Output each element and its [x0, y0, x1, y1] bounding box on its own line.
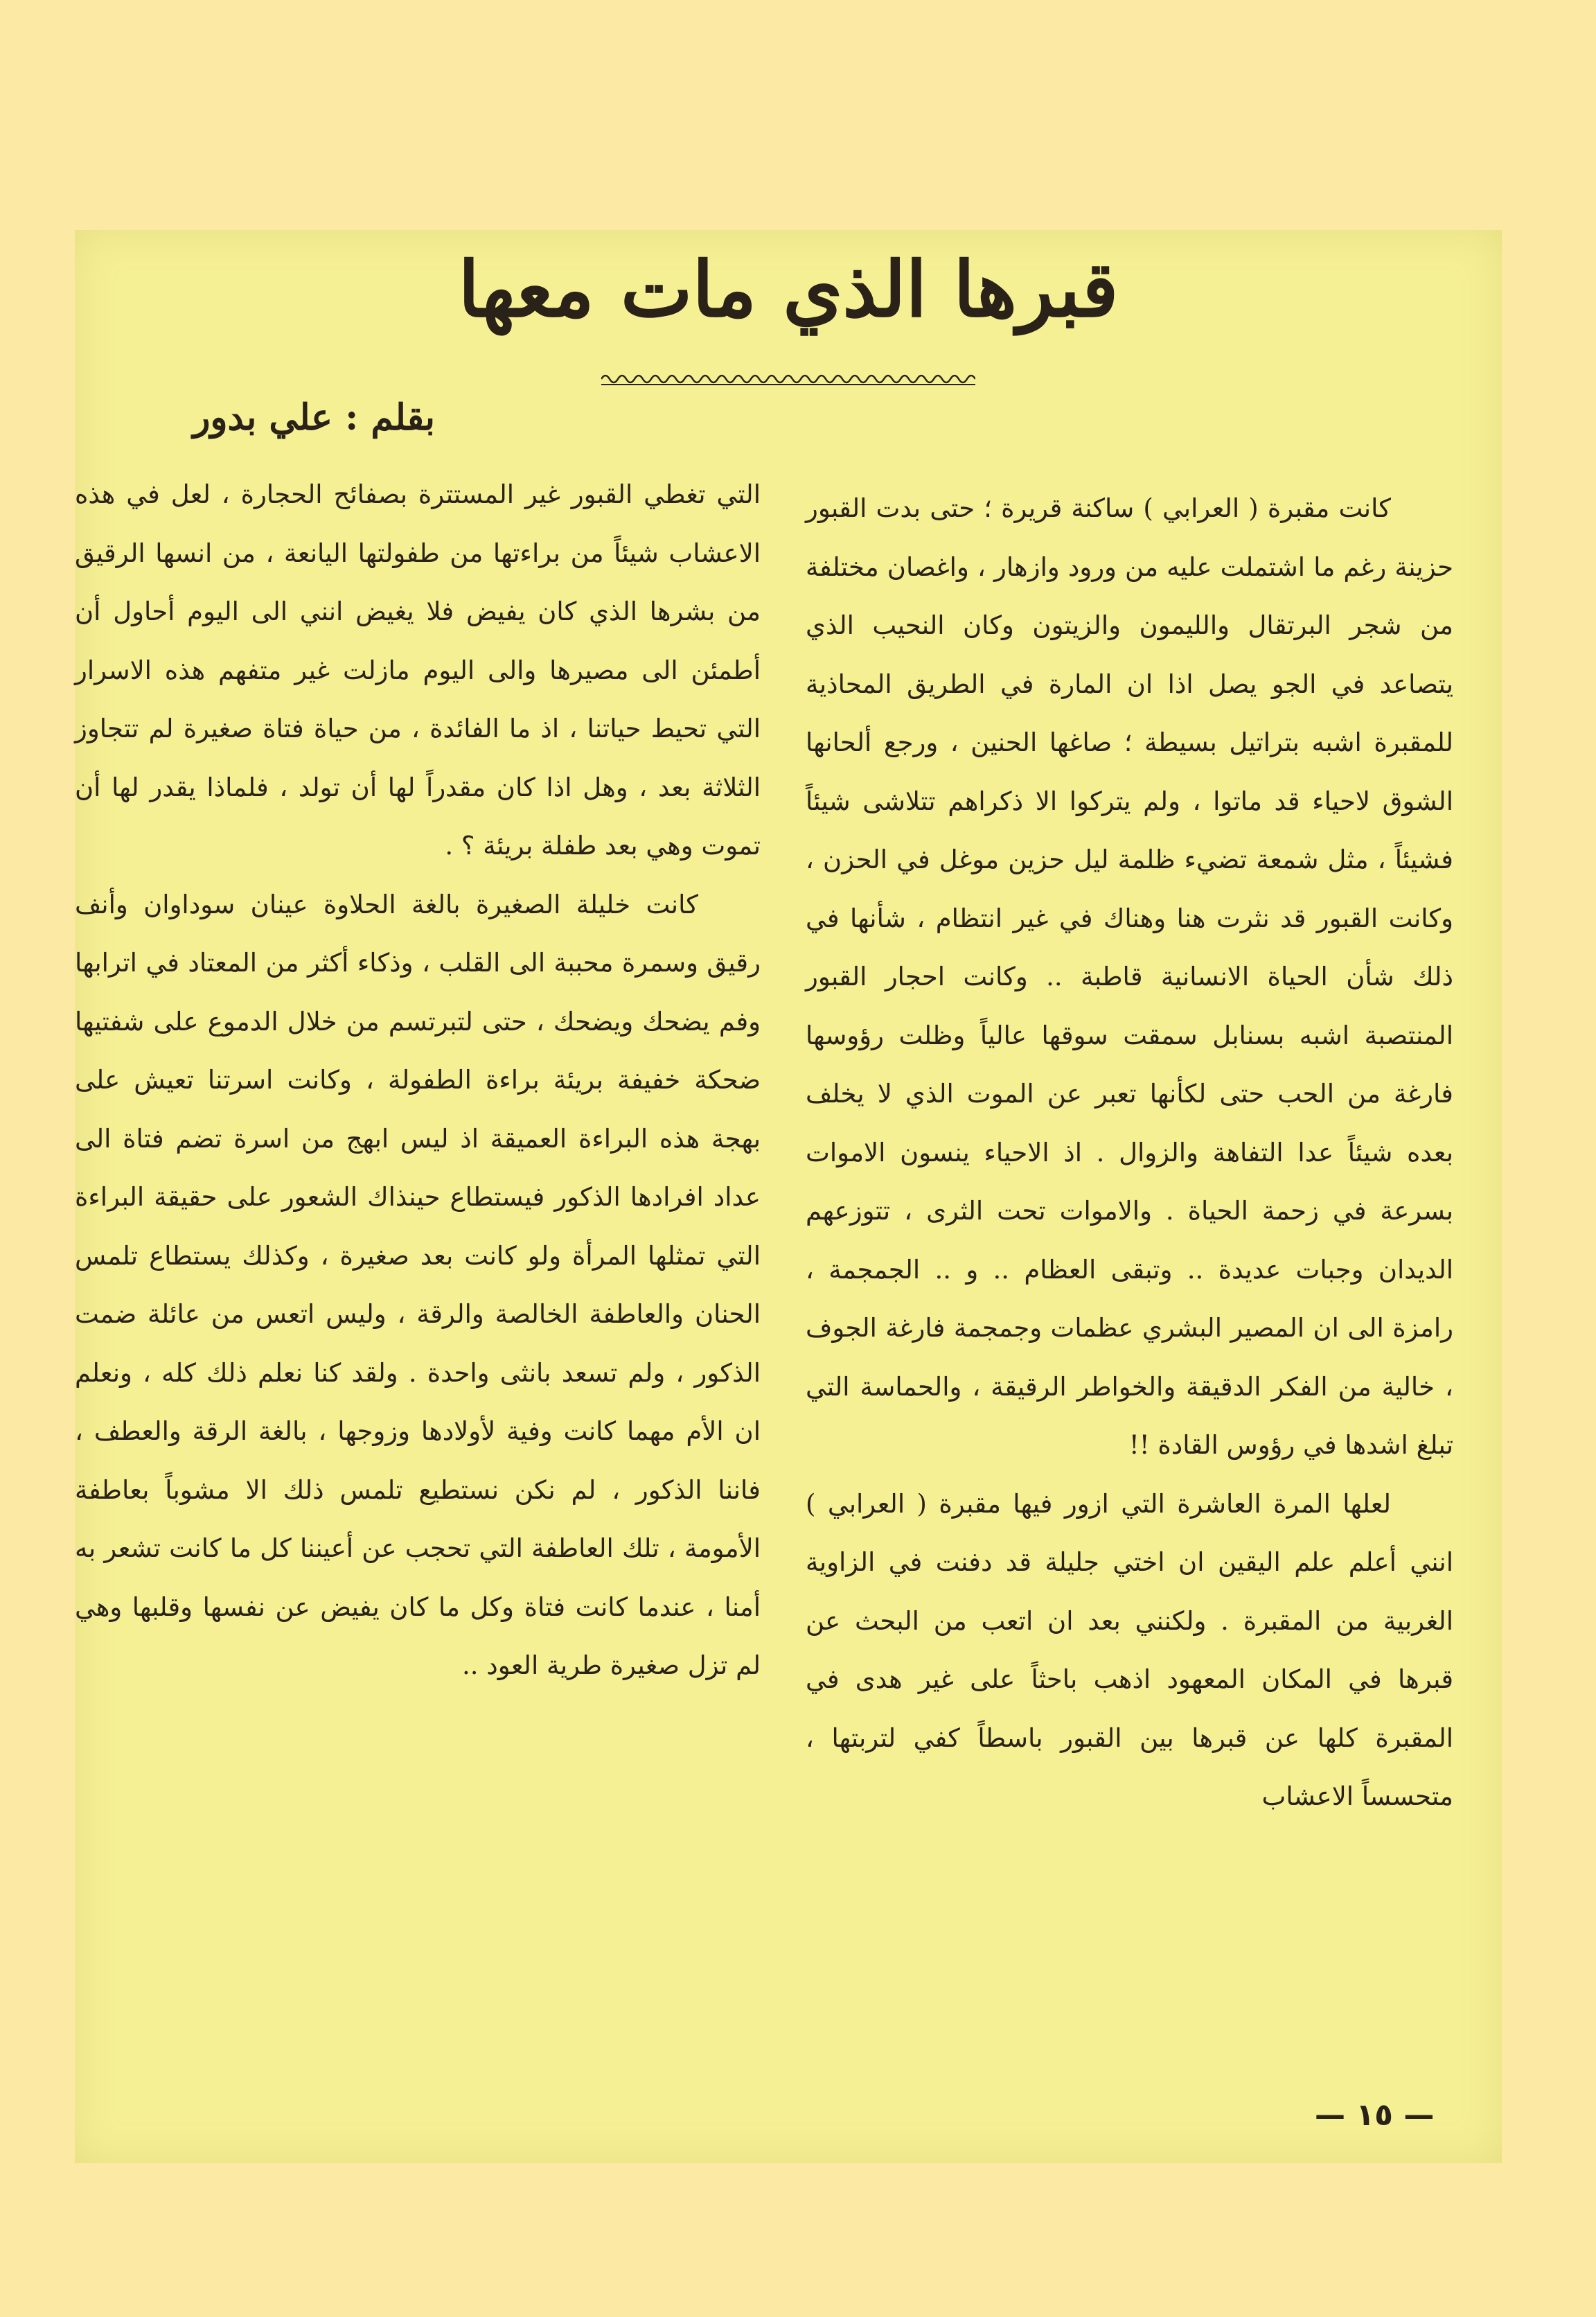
page-number: — ١٥ — [1315, 2097, 1435, 2133]
left-text-column [75, 466, 761, 1695]
article-byline: بقلم : علي بدور [193, 396, 435, 439]
body-paragraph: كانت خليلة الصغيرة بالغة الحلاوة عينان سوداوان وأنف رقيق وسمرة محببة الى القلب ، وذكاء أكثر من المعتاد في اترابها وفم يضحك ويضحك ، حتى لتبرتسم من خلال الدموع على شفتيها ضحكة خفيفة بريئة براءة الطفولة ، وكانت اسرتنا تعيش على بهجة هذه البراءة العميقة اذ ليس ابهج من اسرة تضم فتاة الى عداد افرادها الذكور فيستطاع حينذاك الشعور على حقيقة البراءة التي تمثلها المرأة ولو كانت بعد صغيرة ، وكذلك يستطاع تلمس الحنان والعاطفة الخالصة والرقة ، وليس اتعس من عائلة ضمت الذكور ، ولم تسعد بانثى واحدة . ولقد كنا نعلم ذلك كله ، ونعلم ان الأم مهما كانت وفية لأولادها وزوجها ، بالغة الرقة والعطف ، فاننا الذكور ، لم نكن نستطيع تلمس ذلك الا مشوباً بعاطفة الأمومة ، تلك العاطفة التي تحجب عن أعيننا كل ما كانت تشعر به أمنا ، عندما كانت فتاة وكل ما كان يفيض عن نفسها وقلبها وهي لم تزل صغيرة طرية العود .. [75, 889, 761, 1680]
body-paragraph: التي تغطي القبور غير المستترة بصفائح الحجارة ، لعل في هذه الاعشاب شيئاً من براءتها من طفولتها اليانعة ، من انسها الرقيق من بشرها الذي كان يفيض فلا يغيض انني الى اليوم أحاول أن أطمئن الى مصيرها والى اليوم مازلت غير متفهم هذه الاسرار التي تحيط حياتنا ، اذ ما الفائدة ، من حياة فتاة صغيرة لم تتجاوز الثلاثة بعد ، وهل اذا كان مقدراً لها أن تولد ، فلماذا يقدر لها أن تموت وهي بعد طفلة بريئة ؟ . [75, 479, 761, 861]
body-paragraph: لعلها المرة العاشرة التي ازور فيها مقبرة ( العرابي ) انني أعلم علم اليقين ان اختي جليلة قد دفنت في الزاوية الغربية من المقبرة . ولكنني بعد ان اتعب من البحث عن قبرها في المكان المعهود اذهب باحثاً على غير هدى في المقبرة كلها عن قبرها بين القبور باسطاً كفي لتربتها ، متحسساً الاعشاب [806, 1488, 1453, 1811]
right-text-column [806, 479, 1453, 1826]
article-title: قبرها الذي مات معها [458, 245, 1119, 334]
title-underline-ornament [601, 369, 975, 389]
body-paragraph: كانت مقبرة ( العرابي ) ساكنة قريرة ؛ حتى بدت القبور حزينة رغم ما اشتملت عليه من ورود وازهار ، واغصان مختلفة من شجر البرتقال والليمون والزيتون وكان النحيب الذي يتصاعد في الجو يصل اذا ان المارة في الطريق المحاذية للمقبرة اشبه بتراتيل بسيطة ؛ صاغها الحنين ، ورجع ألحانها الشوق لاحياء قد ماتوا ، ولم يتركوا الا ذكراهم تتلاشى شيئاً فشيئاً ، مثل شمعة تضيء ظلمة ليل حزين موغل في الحزن ، وكانت القبور قد نثرت هنا وهناك في غير انتظام ، شأنها في ذلك شأن الحياة الانسانية قاطبة .. وكانت احجار القبور المنتصبة اشبه بسنابل سمقت سوقها عالياً وظلت رؤوسها فارغة من الحب حتى لكأنها تعبر عن الموت الذي لا يخلف بعده شيئاً عدا التفاهة والزوال . اذ الاحياء ينسون الاموات بسرعة في زحمة الحياة . والاموات تحت الثرى ، تتوزعهم الديدان وجبات عديدة .. وتبقى العظام .. و .. الجمجمة ، رامزة الى ان المصير البشري عظمات وجمجمة فارغة الجوف ، خالية من الفكر الدقيقة والخواطر الرقيقة ، والحماسة التي تبلغ اشدها في رؤوس القادة !! [806, 493, 1453, 1460]
magazine-page [75, 230, 1502, 2163]
